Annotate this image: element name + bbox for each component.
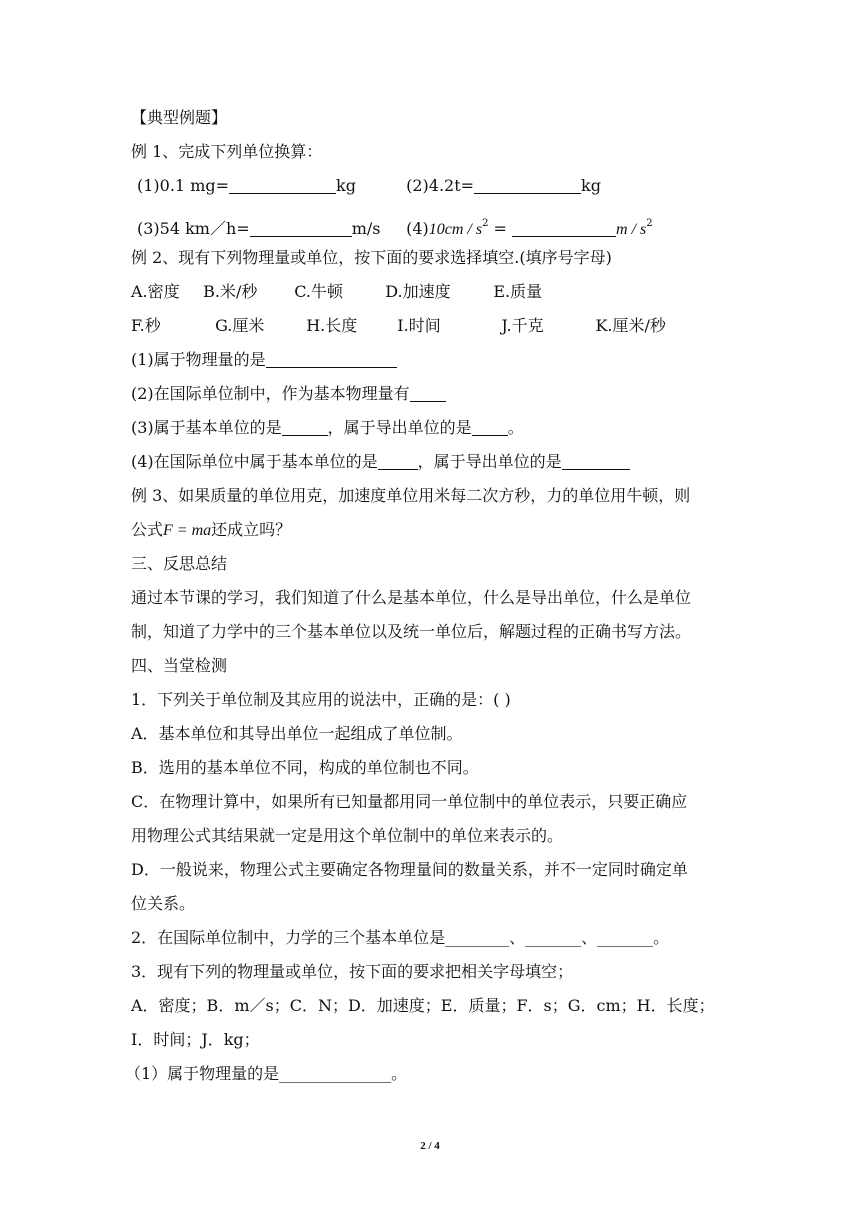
question-1-option-d-line-2: 位关系。 <box>131 894 196 913</box>
section-header: 【典型例题】 <box>131 108 228 127</box>
ex1-q3-unit: m/s <box>351 219 381 238</box>
ex2-option-j: J.千克 <box>501 316 544 335</box>
question-1-stem: 1．下列关于单位制及其应用的说法中，正确的是：( ) <box>131 690 511 709</box>
ex2-q4-text-b: ，属于导出单位的是 <box>417 452 562 471</box>
ex1-q1 <box>137 176 401 196</box>
ex2-question-1 <box>131 350 731 384</box>
ex2-q3-text-c: 。 <box>507 418 524 437</box>
example-2-options-row-1 <box>131 282 731 316</box>
ex3-prefix: 公式 <box>131 520 164 539</box>
section-3-paragraph-line-2: 制，知道了力学中的三个基本单位以及统一单位后，解题过程的正确书写方法。 <box>131 622 692 641</box>
example-2-title: 例 2、现有下列物理量或单位，按下面的要求选择填空.(填序号字母) <box>131 248 612 267</box>
ex1-q2-unit: kg <box>581 176 601 195</box>
question-1-option-c-line-1: C．在物理计算中，如果所有已知量都用同一单位制中的单位表示，只要正确应 <box>131 792 688 811</box>
ex1-q4-exponent: 2 <box>482 218 489 229</box>
ex1-q4-expression: 10cm / s <box>428 221 483 238</box>
ex2-q4-text-a: (4)在国际单位中属于基本单位的是 <box>131 452 378 471</box>
question-1-option-a: A．基本单位和其导出单位一起组成了单位制。 <box>131 724 463 743</box>
question-1-option-d-line-1: D．一般说来，物理公式主要确定各物理量间的数量关系，并不一定同时确定单 <box>131 860 688 879</box>
ex1-q1-unit: kg <box>336 176 356 195</box>
ex1-q4-prefix: (4) <box>406 219 429 238</box>
ex1-q1-prefix: (1)0.1 mg= <box>137 176 230 195</box>
ex2-q3-blank-a <box>282 419 328 436</box>
question-1-option-c-line-2: 用物理公式其结果就一定是用这个单位制中的单位来表示的。 <box>131 826 564 845</box>
example-3-line-1: 例 3、如果质量的单位用克，加速度单位用米每二次方秒，力的单位用牛顿，则 <box>131 486 691 505</box>
example-3-line-2 <box>131 520 731 554</box>
ex3-formula: F = ma <box>163 522 212 539</box>
ex2-q4-blank-b <box>562 453 630 470</box>
ex2-q3-text-b: ，属于导出单位的是 <box>327 418 472 437</box>
page-number: 2 / 4 <box>420 1140 440 1152</box>
ex2-option-d: D.加速度 <box>385 282 451 301</box>
ex2-option-h: H.长度 <box>306 316 358 335</box>
ex1-q3-prefix: (3)54 km／h= <box>137 219 250 238</box>
example-1-title: 例 1、完成下列单位换算： <box>131 142 323 161</box>
ex1-q2-blank <box>474 177 581 194</box>
section-4-title: 四、当堂检测 <box>131 656 228 675</box>
ex1-q4-unit: m / s <box>616 221 647 238</box>
ex2-option-e: E.质量 <box>493 282 543 301</box>
ex2-q1-text: (1)属于物理量的是 <box>131 350 266 369</box>
example-2-options-row-2 <box>131 316 731 350</box>
ex2-option-i: I.时间 <box>397 316 441 335</box>
ex2-option-a: A.密度 <box>131 282 180 301</box>
ex1-q4 <box>406 214 653 240</box>
ex2-q4-blank-a <box>378 453 418 470</box>
ex2-q2-text: (2)在国际单位制中，作为基本物理量有 <box>131 384 410 403</box>
question-3-stem: 3．现有下列的物理量或单位，按下面的要求把相关字母填空； <box>131 962 574 981</box>
question-3-options-line-2: I．时间；J．kg； <box>131 1030 260 1049</box>
ex1-q2-prefix: (2)4.2t= <box>406 176 475 195</box>
ex2-option-f: F.秒 <box>131 316 161 335</box>
ex1-q3 <box>137 219 401 239</box>
ex2-question-2 <box>131 384 731 418</box>
ex3-suffix: 还成立吗？ <box>211 520 292 539</box>
section-3-paragraph-line-1: 通过本节课的学习，我们知道了什么是基本单位，什么是导出单位，什么是单位 <box>131 588 692 607</box>
document-body <box>125 108 731 1098</box>
example-1-row-2 <box>131 214 731 248</box>
ex2-q2-blank <box>410 385 446 402</box>
ex2-q3-text-a: (3)属于基本单位的是 <box>131 418 282 437</box>
ex2-option-k: K.厘米/秒 <box>595 316 666 335</box>
ex1-q4-unit-exponent: 2 <box>646 218 653 229</box>
ex2-question-4 <box>131 452 731 486</box>
ex1-q1-blank <box>229 177 336 194</box>
question-3-options-line-1: A．密度；B．m／s；C．N；D．加速度；E．质量；F．s；G．cm；H．长度； <box>131 996 715 1015</box>
ex2-q3-blank-b <box>472 419 508 436</box>
example-1-row-1 <box>131 176 731 210</box>
ex2-question-3 <box>131 418 731 452</box>
section-3-title: 三、反思总结 <box>131 554 228 573</box>
ex1-q2 <box>406 176 601 196</box>
ex2-q1-blank <box>266 351 397 368</box>
ex1-q4-equals: = <box>488 219 513 238</box>
question-1-option-b: B．选用的基本单位不同，构成的单位制也不同。 <box>131 758 479 777</box>
ex2-option-b: B.米/秒 <box>203 282 258 301</box>
question-2: 2．在国际单位制中，力学的三个基本单位是________、_______、_______。 <box>131 928 670 947</box>
ex2-option-g: G.厘米 <box>215 316 265 335</box>
ex1-q4-blank <box>512 220 616 237</box>
ex2-option-c: C.牛顿 <box>294 282 343 301</box>
question-3-sub-1: （1）属于物理量的是______________。 <box>125 1064 408 1083</box>
ex1-q3-blank <box>250 220 352 237</box>
